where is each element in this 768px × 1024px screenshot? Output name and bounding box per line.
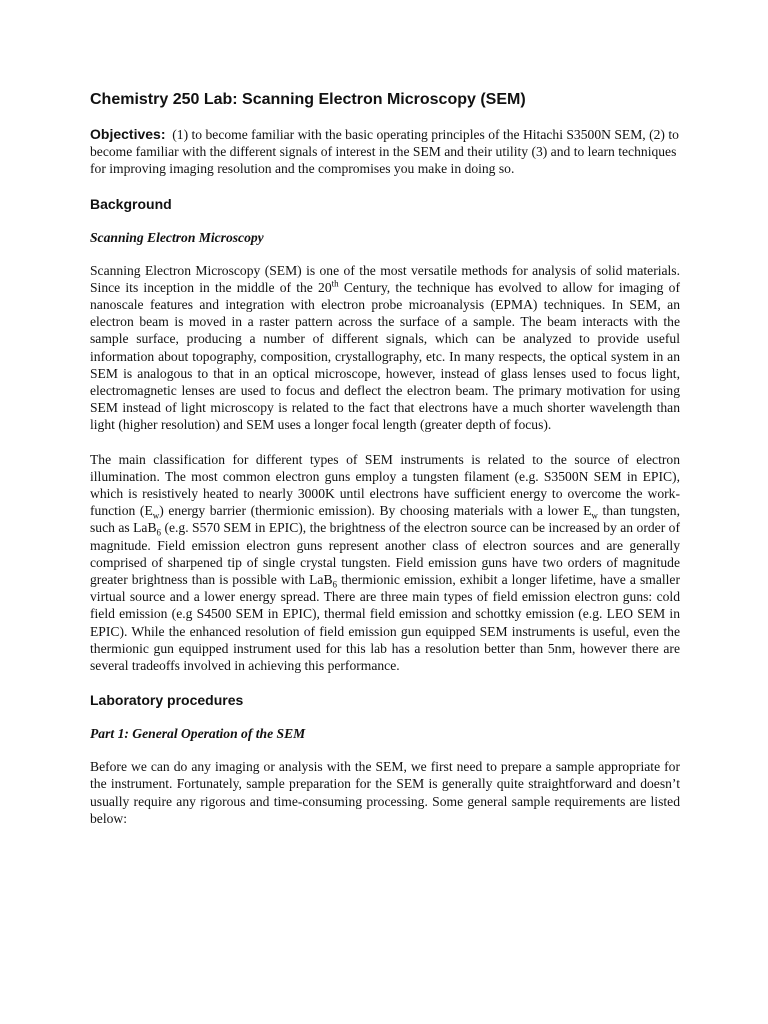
procedures-paragraph-1: Before we can do any imaging or analysis with the SEM, we first need to prepare a sample appropriate for the instrument. Fortunately, sample preparation for the SEM is generally quite straightforward and doesn’t usually require any rigorous and time-consuming processing. Some general sample requirements are listed below: <box>90 759 680 826</box>
background-paragraph-2: The main classification for different types of SEM instruments is related to the source of electron illumination. The most common electron guns employ a tungsten filament (e.g. S3500N SEM in EPIC), which is resistively heated to nearly 3000K until electrons have sufficient energy to overcome the work-function $(E_w)$ energy barrier (thermionic emission). By choosing materials with a lower $E_w$ than tungsten, such as LaB$_6$ (e.g. S570 SEM in EPIC), the brightness of the electron source can be increased by an order of magnitude. Field emission electron guns represent another class of electron sources and are generally comprised of sharpened tip of single crystal tungsten. Field emission guns have two orders of magnitude greater brightness than is possible with LaB$_6$ thermionic emission, exhibit a longer lifetime, have a smaller virtual source and a lower energy spread. There are three main types of field emission electron guns: cold field emission (e.g S4500 SEM in EPIC), thermal field emission and schottky emission (e.g. LEO SEM in EPIC). While the enhanced resolution of field emission gun equipped SEM instruments is useful, even the thermionic gun equipped instrument used for this lab has a resolution better than 5nm, however there are several tradeoffs involved in achieving this performance. <box>90 451 680 674</box>
part1-heading: Part 1: General Operation of the SEM <box>90 726 306 742</box>
sem-subheading: Scanning Electron Microscopy <box>90 229 264 245</box>
background-paragraph-1: Scanning Electron Microscopy (SEM) is one of the most versatile methods for analysis of solid materials. Since its inception in the middle of the 20th Century, the technique has evolved to allow for imaging of nanoscale features and integration with electron probe microanalysis (EPMA) techniques. In SEM, an electron beam is moved in a raster pattern across the surface of a sample. The beam interacts with the sample surface, producing a number of different signals, which can be analyzed to provide useful information about topography, composition, crystallography, etc. In many respects, the optical system in an SEM is analogous to that in an optical microscope, however, instead of glass lenses used to focus light, electromagnetic lenses are used to focus and deflect the electron beam. The primary motivation for using SEM instead of light microscopy is related to the fact that electrons have a much shorter wavelength than light (higher resolution) and SEM uses a longer focal length (greater depth of focus). <box>90 262 680 433</box>
document-title: Chemistry 250 Lab: Scanning Electron Microscopy (SEM) <box>90 91 526 108</box>
objectives-label: Objectives: <box>90 126 166 142</box>
procedures-heading: Laboratory procedures <box>90 692 244 709</box>
objectives-text: (1) to become familiar with the basic operating principles of the Hitachi S3500N SEM, (2) to become familiar with the different signals of interest in the SEM and their utility (3) and to learn techniques for improving imaging resolution and the compromises you make in doing so. <box>90 127 679 177</box>
background-heading: Background <box>90 195 172 212</box>
objectives-paragraph <box>90 126 680 178</box>
